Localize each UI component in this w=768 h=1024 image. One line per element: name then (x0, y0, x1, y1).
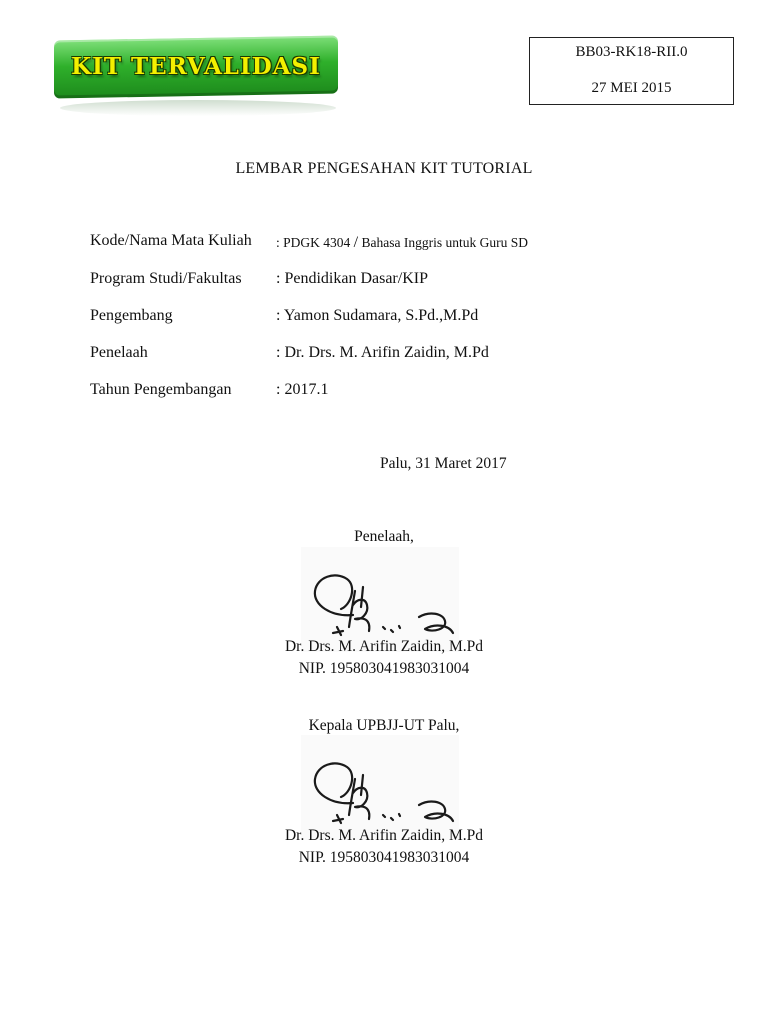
signatory-role: Kepala UPBJJ-UT Palu, (308, 717, 460, 734)
info-value (276, 234, 528, 252)
signature-image (301, 547, 459, 652)
document-code-box (529, 37, 734, 105)
document-code-date: 27 MEI 2015 (591, 80, 672, 96)
info-value-slash: / (353, 234, 359, 251)
signatory-name: Dr. Drs. M. Arifin Zaidin, M.Pd (284, 638, 484, 655)
logo-text: KIT TERVALIDASI (71, 52, 321, 80)
info-value: : Yamon Sudamara, S.Pd.,M.Pd (276, 307, 479, 324)
handwritten-signature-icon (301, 735, 459, 840)
info-value-code: : PDGK 4304 (276, 235, 354, 250)
signature-image (301, 735, 459, 840)
info-label: Kode/Nama Mata Kuliah (90, 232, 252, 249)
kit-tervalidasi-logo (54, 34, 342, 118)
info-label: Program Studi/Fakultas (90, 270, 242, 287)
info-value-course-name: Bahasa Inggris untuk Guru SD (358, 235, 528, 250)
info-label: Pengembang (90, 307, 173, 324)
place-date: Palu, 31 Maret 2017 (380, 455, 507, 472)
info-label: Penelaah (90, 344, 148, 361)
signatory-name: Dr. Drs. M. Arifin Zaidin, M.Pd (284, 827, 484, 844)
logo-reflection (60, 100, 336, 116)
handwritten-signature-icon (301, 547, 459, 652)
signatory-role: Penelaah, (354, 528, 414, 545)
document-code: BB03-RK18-RII.0 (575, 44, 688, 60)
page-title: LEMBAR PENGESAHAN KIT TUTORIAL (235, 160, 533, 177)
info-label: Tahun Pengembangan (90, 381, 232, 398)
info-value: : Dr. Drs. M. Arifin Zaidin, M.Pd (276, 344, 489, 361)
info-value: : 2017.1 (276, 381, 329, 398)
signatory-nip: NIP. 195803041983031004 (298, 660, 470, 677)
info-value: : Pendidikan Dasar/KIP (276, 270, 428, 287)
signatory-nip: NIP. 195803041983031004 (298, 849, 470, 866)
